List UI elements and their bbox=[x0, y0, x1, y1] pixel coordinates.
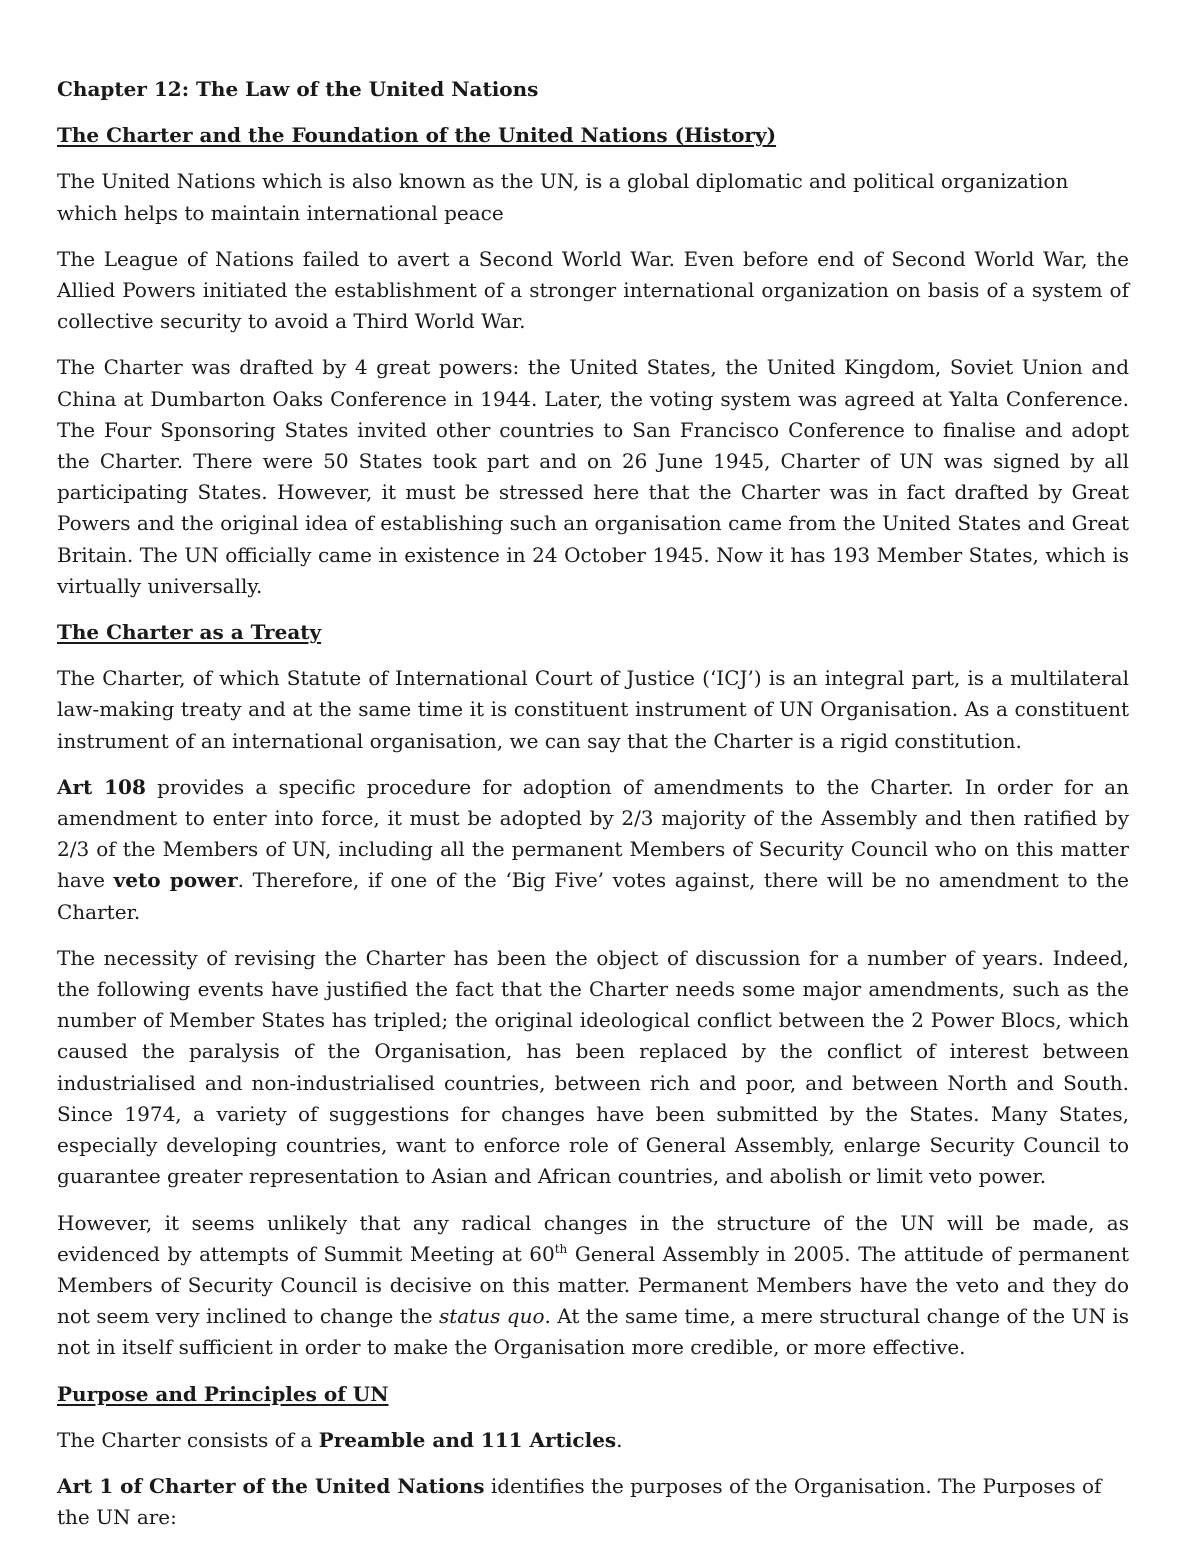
veto-power-label: veto power bbox=[113, 868, 238, 893]
radical-changes-text-b: General Assembly in 2005. The attitude of permanent Members of Security Council is decisive on this matter. Permanent Members have the veto and they do not seem very inclined to change the bbox=[57, 1241, 1129, 1329]
paragraph-charter-drafting: The Charter was drafted by 4 great powers: the United States, the United Kingdom, Soviet Union and China at Dumbarton Oaks Conference in 1944. Later, the voting system was agreed at Yalta Conference. The Four Sponsoring States invited other countries to San Francisco Conference to finalise and adopt the Charter. There were 50 States took part and on 26 June 1945, Charter of UN was signed by all participating States. However, it must be stressed here that the Charter was in fact drafted by Great Powers and the original idea of establishing such an organisation came from the United States and Great Britain. The UN officially came in existence in 24 October 1945. Now it has 193 Member States, which is virtually universally. bbox=[57, 355, 1129, 598]
art-108-label: Art 108 bbox=[57, 774, 146, 799]
art-108-text-b: . Therefore, if one of the ‘Big Five’ votes against, there will be no amendment to the Charter. bbox=[57, 868, 1129, 924]
ordinal-suffix: th bbox=[554, 1241, 568, 1256]
paragraph-revision-necessity: The necessity of revising the Charter has been the object of discussion for a number of years. Indeed, the following events have justified the fact that the Charter needs some major amendments, such as the number of Member States has tripled; the original ideological conflict between the 2 Power Blocs, which caused the paralysis of the Organisation, has been replaced by the conflict of interest between industrialised and non-industrialised countries, between rich and poor, and between North and South. Since 1974, a variety of suggestions for changes have been submitted by the States. Many States, especially developing countries, want to enforce role of General Assembly, enlarge Security Council to guarantee greater representation to Asian and African countries, and abolish or limit veto power. bbox=[57, 945, 1129, 1189]
paragraph-charter-composition bbox=[57, 1425, 1129, 1456]
paragraph-radical-changes bbox=[57, 1208, 1129, 1364]
status-quo-term: status quo bbox=[438, 1304, 545, 1329]
document-page bbox=[57, 74, 1129, 1548]
art-1-text: identifies the purposes of the Organisation. The Purposes of the UN are: bbox=[57, 1473, 1102, 1530]
section-heading-charter-treaty: The Charter as a Treaty bbox=[57, 620, 322, 645]
section-heading-history: The Charter and the Foundation of the United Nations (History) bbox=[57, 123, 777, 148]
preamble-articles-label: Preamble and 111 Articles bbox=[318, 1427, 617, 1452]
section-heading-purpose-principles: Purpose and Principles of UN bbox=[57, 1381, 389, 1406]
paragraph-charter-treaty: The Charter, of which Statute of International Court of Justice (‘ICJ’) is an integral part, is a multilateral law-making treaty and at the same time it is constituent instrument of UN Organisation. As a constituent instrument of an international organisation, we can say that the Charter is a rigid constitution. bbox=[57, 666, 1129, 753]
composition-text: The Charter consists of a bbox=[57, 1427, 319, 1452]
art-1-label: Art 1 of Charter of the United Nations bbox=[57, 1473, 485, 1498]
art-108-text-a: provides a specific procedure for adoption of amendments to the Charter. In order for an amendment to enter into force, it must be adopted by 2/3 majority of the Assembly and then ratified by 2/3 of the Members of UN, including all the permanent Members of Security Council who on this matter have bbox=[57, 774, 1129, 893]
radical-changes-text-a: However, it seems unlikely that any radical changes in the structure of the UN will be made, as evidenced by attempts of Summit Meeting at 60 bbox=[57, 1210, 1129, 1266]
chapter-title: Chapter 12: The Law of the United Nations bbox=[57, 77, 539, 101]
radical-changes-text-c: . At the same time, a mere structural change of the UN is not in itself sufficient in order to make the Organisation more credible, or more effective. bbox=[57, 1304, 1129, 1360]
paragraph-art-108 bbox=[57, 772, 1129, 928]
paragraph-un-intro: The United Nations which is also known as the UN, is a global diplomatic and political organization which helps to maintain international peace bbox=[57, 169, 1069, 225]
composition-end: . bbox=[616, 1427, 623, 1452]
paragraph-art-1 bbox=[57, 1471, 1129, 1533]
paragraph-league-of-nations: The League of Nations failed to avert a Second World War. Even before end of Second World War, the Allied Powers initiated the establishment of a stronger international organization on basis of a system of collective security to avoid a Third World War. bbox=[57, 246, 1129, 334]
